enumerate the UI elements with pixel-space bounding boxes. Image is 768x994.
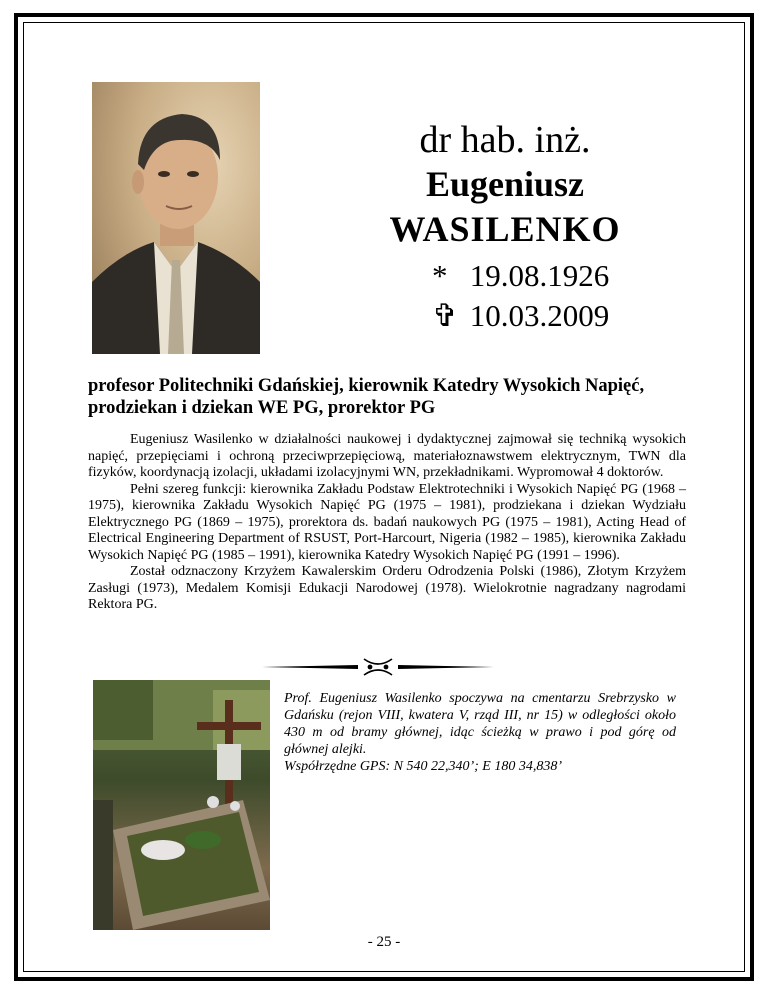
biography-paragraph: Został odznaczony Krzyżem Kawalerskim Orderu Odrodzenia Polski (1986), Złotym Krzyżem Zasługi (1973), Medalem Komisji Edukacji Narodowej (1978). Wielokrotnie nagradzany nagrodami Rektora PG. [88,564,686,612]
birth-date: 19.08.1926 [469,258,610,293]
name-title-block [340,118,670,252]
grave-photo [93,680,270,930]
grave-illustration [93,680,270,930]
grave-location-text: Prof. Eugeniusz Wasilenko spoczywa na cmentarzu Srebrzysko w Gdańsku (rejon VIII, kwatera V, rząd III, nr 15) w odległości około 430 m od bramy głównej, idąc ścieżką w prawo i pod górę od głównej alejki. [284,691,676,757]
birth-date-line [432,258,609,294]
portrait-illustration [92,82,260,354]
death-date-line [432,298,609,334]
biography-paragraph: Eugeniusz Wasilenko w działalności naukowej i dydaktycznej zajmował się techniką wysokich napięć, przepięciami i ochroną przeciwprzepięciową, materiałoznawstwem elektrycznym, TWN dla fizyków, koordynacją izolacji, układami izolacyjnymi WN, przekładnikami. Wypromował 4 doktorów. [88,432,686,480]
ornament-divider [258,655,498,679]
cross-icon: ✞ [432,298,458,333]
last-name: WASILENKO [389,209,621,249]
first-name: Eugeniusz [425,164,585,204]
death-date: 10.03.2009 [469,298,610,333]
grave-location-caption [284,690,676,775]
page-number: - 25 - [367,934,401,950]
position-subtitle: profesor Politechniki Gdańskiej, kierownik Katedry Wysokich Napięć, prodziekan i dziekan WE PG, prorektor PG [88,376,645,418]
biography-text [88,432,686,614]
biography-paragraph: Pełni szereg funkcji: kierownika Zakładu Podstaw Elektrotechniki i Wysokich Napięć PG (1968 – 1975), kierownika Zakładu Wysokich Napięć PG (1975 – 1981), prodziekana i dziekan Wydziału Elektrycznego PG (1869 – 1975), prorektora ds. badań naukowych PG (1975 – 1981), Acting Head of Electrical Engineering Department of RSUST, Port-Harcourt, Nigeria (1982 – 1985), kierownika Zakładu Wysokich Napięć PG (1985 – 1991), kierownika Katedry Wysokich Napięć PG (1991 – 1996). [88,481,686,563]
academic-title: dr hab. inż. [419,119,591,161]
portrait-photo [92,82,260,354]
birth-asterisk-icon: * [432,258,448,293]
gps-coordinates: Współrzędne GPS: N 540 22,340’; E 180 34,838’ [284,759,563,774]
